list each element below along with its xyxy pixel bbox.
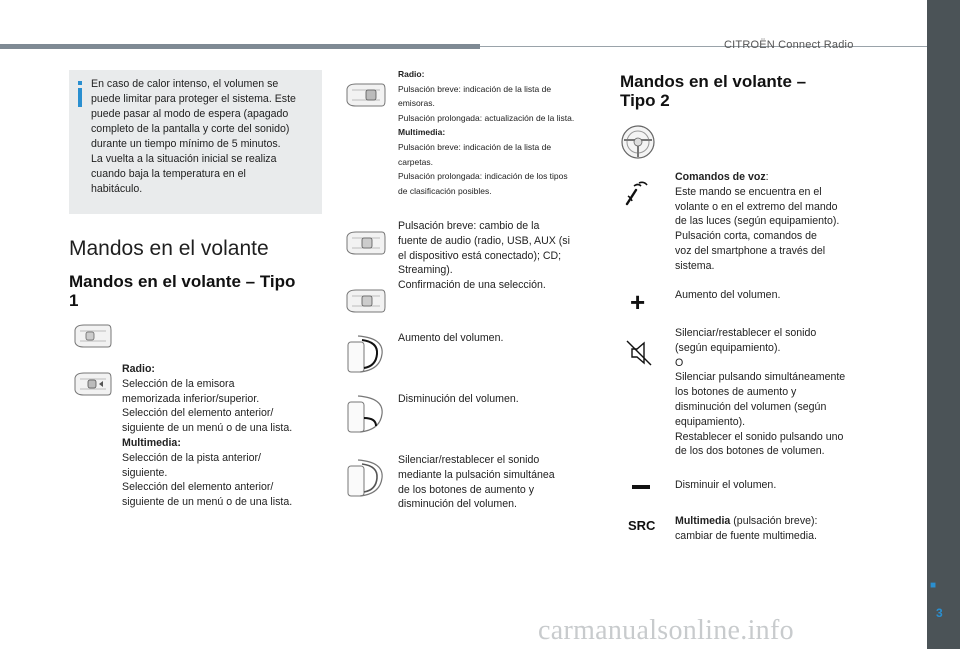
info-icon (75, 81, 85, 107)
tipo2-voice-text: Comandos de voz: Este mando se encuentra en el volante o en el extremo del mando de las luces (según equipamiento). Pulsación corta, comandos de voz del smartphone a través del sistema. (675, 171, 840, 272)
steering-wheel-icon (620, 124, 656, 160)
plus-icon: + (630, 287, 646, 317)
tipo1-description: Radio: Selección de la emisora memorizada inferior/superior. Selección del elemento anterior/ siguiente de un menú o de una lista. Multimedia: Selección de la pista anterior/ siguiente. Selección del elemento anterior/ siguiente de un menú o de una lista. (122, 363, 293, 509)
volume-up-wheel-icon (344, 332, 386, 376)
middle-block2-text: Pulsación breve: cambio de la fuente de audio (radio, USB, AUX (si el dispositivo está conectado); CD; Streaming). Confirmación de una selección. (398, 220, 570, 292)
middle-block1-text: Radio: Pulsación breve: indicación de la lista de emisoras. Pulsación prolongada: actualización de la lista. Multimedia: Pulsación breve: indicación de la lista de carpetas. Pulsación prolongada: indicación de los tipos de clasificación posibles. (398, 69, 575, 196)
tipo2-mute-text: Silenciar/restablecer el sonido (según equipamiento). O Silenciar pulsando simultáneamente los botones de aumento y disminución del volumen (según equipamiento). Restablecer el sonido pulsando uno de los dos botones de volumen. (675, 327, 846, 458)
voice-command-icon (624, 180, 650, 206)
tipo2-minus-text: Disminuir el volumen. (675, 479, 777, 491)
middle-block6-text: Silenciar/restablecer el sonido mediante la pulsación simultánea de los botones de aumento y disminución del volumen. (398, 454, 555, 511)
steering-control-confirm-icon (344, 288, 386, 314)
volume-down-wheel-icon (344, 392, 386, 436)
steering-control-stalk-icon (72, 322, 112, 350)
page-number: 3 (936, 606, 943, 620)
header-rule-thick (0, 44, 480, 49)
header-rule-thin (480, 46, 927, 47)
mute-wheel-icon (344, 456, 386, 500)
steering-control-seek-icon (72, 370, 112, 398)
mute-icon (624, 338, 654, 368)
steering-control-source-icon (344, 230, 386, 256)
src-icon: SRC (628, 518, 656, 533)
tipo2-src-text: Multimedia (pulsación breve): cambiar de fuente multimedia. (675, 515, 818, 542)
page-edge-strip (927, 0, 960, 649)
watermark: carmanualsonline.info (538, 615, 794, 646)
steering-control-list-icon (344, 82, 386, 108)
middle-block4-text: Aumento del volumen. (398, 332, 504, 344)
minus-icon (632, 485, 650, 489)
tipo2-plus-text: Aumento del volumen. (675, 289, 781, 301)
running-header: CITROËN Connect Radio (724, 39, 854, 51)
middle-block5-text: Disminución del volumen. (398, 393, 519, 405)
tipo2-heading: Mandos en el volante – Tipo 2 (620, 72, 807, 110)
section-title: Mandos en el volante (69, 237, 269, 260)
page-marker: ■ (930, 580, 937, 591)
tipo1-heading: Mandos en el volante – Tipo 1 (69, 272, 296, 310)
info-note-text: En caso de calor intenso, el volumen se puede limitar para proteger el sistema. Este puede pasar al modo de espera (apagado completo de la pantalla y corte del sonido) durante un tiempo mínimo de 5 minutos. La vuelta a la situación inicial se realiza cuando baja la temperatura en el habitáculo. (91, 78, 296, 195)
